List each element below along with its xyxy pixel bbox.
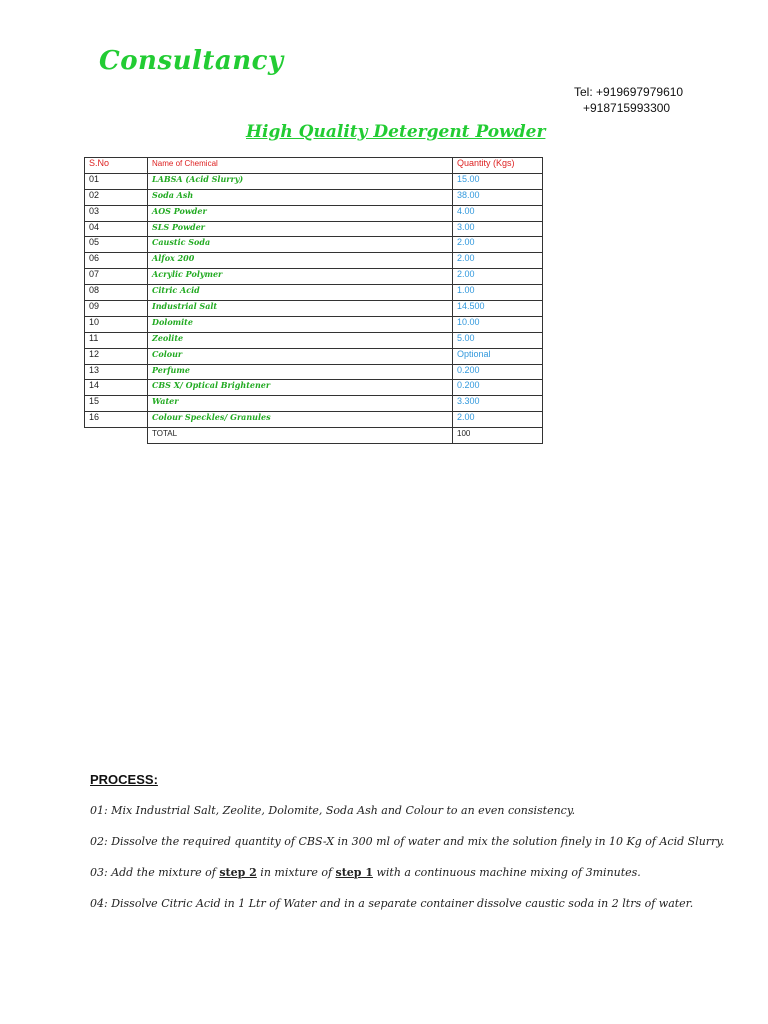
table-row [85, 301, 543, 317]
process-step-2: 02: Dissolve the required quantity of CBS-X in 300 ml of water and mix the solution finely in 10 Kg of Acid Slurry. [90, 835, 725, 848]
row-quantity: 0.200 [453, 380, 543, 396]
process-step-4: 04: Dissolve Citric Acid in 1 Ltr of Water and in a separate container dissolve caustic soda in 2 ltrs of water. [90, 897, 694, 910]
table-row [85, 380, 543, 396]
row-quantity: 0.200 [453, 364, 543, 380]
row-quantity: 2.00 [453, 253, 543, 269]
row-chemical-name: Caustic Soda [148, 237, 453, 253]
table-row [85, 237, 543, 253]
process-step-3 [90, 866, 641, 879]
row-sno: 14 [85, 380, 148, 396]
total-value: 100 [453, 428, 543, 444]
row-quantity: 15.00 [453, 173, 543, 189]
row-chemical-name: LABSA (Acid Slurry) [148, 173, 453, 189]
column-header-sno: S.No [85, 158, 148, 174]
table-total-row [85, 428, 543, 444]
row-quantity: 14.500 [453, 301, 543, 317]
row-quantity: 10.00 [453, 316, 543, 332]
table-row [85, 173, 543, 189]
row-quantity: 5.00 [453, 332, 543, 348]
table-header-row [85, 158, 543, 174]
column-header-quantity: Quantity (Kgs) [453, 158, 543, 174]
row-sno: 16 [85, 412, 148, 428]
table-row [85, 205, 543, 221]
table-row [85, 348, 543, 364]
row-chemical-name: Zeolite [148, 332, 453, 348]
row-sno: 12 [85, 348, 148, 364]
table-row [85, 285, 543, 301]
process-step-1: 01: Mix Industrial Salt, Zeolite, Dolomite, Soda Ash and Colour to an even consistency. [90, 804, 576, 817]
column-header-name: Name of Chemical [148, 158, 453, 174]
row-quantity: 3.00 [453, 221, 543, 237]
step-3-text-a: 03: Add the mixture of [90, 866, 220, 879]
row-sno: 05 [85, 237, 148, 253]
row-sno: 10 [85, 316, 148, 332]
row-chemical-name: Soda Ash [148, 189, 453, 205]
row-chemical-name: Industrial Salt [148, 301, 453, 317]
row-chemical-name: Colour [148, 348, 453, 364]
row-sno: 01 [85, 173, 148, 189]
row-quantity: 2.00 [453, 412, 543, 428]
step-3-text-b: in mixture of [256, 866, 336, 879]
row-chemical-name: Water [148, 396, 453, 412]
row-chemical-name: AOS Powder [148, 205, 453, 221]
row-quantity: 2.00 [453, 237, 543, 253]
row-sno: 13 [85, 364, 148, 380]
table-row [85, 269, 543, 285]
row-chemical-name: Acrylic Polymer [148, 269, 453, 285]
row-sno: 15 [85, 396, 148, 412]
total-label: TOTAL [148, 428, 453, 444]
row-quantity: 2.00 [453, 269, 543, 285]
row-sno: 07 [85, 269, 148, 285]
phone-line-2: +918715993300 [583, 101, 671, 115]
table-row [85, 332, 543, 348]
step-3-text-c: with a continuous machine mixing of 3minutes. [372, 866, 641, 879]
row-quantity: Optional [453, 348, 543, 364]
table-row [85, 253, 543, 269]
chemical-table [84, 157, 543, 444]
step-1-reference: step 1 [335, 866, 373, 879]
row-chemical-name: Alfox 200 [148, 253, 453, 269]
row-chemical-name: Citric Acid [148, 285, 453, 301]
row-sno: 09 [85, 301, 148, 317]
row-sno: 02 [85, 189, 148, 205]
row-chemical-name: Colour Speckles/ Granules [148, 412, 453, 428]
row-sno: 11 [85, 332, 148, 348]
row-chemical-name: SLS Powder [148, 221, 453, 237]
row-quantity: 4.00 [453, 205, 543, 221]
brand-logo-text: Consultancy [99, 46, 284, 76]
row-chemical-name: Dolomite [148, 316, 453, 332]
row-sno: 04 [85, 221, 148, 237]
row-chemical-name: CBS X/ Optical Brightener [148, 380, 453, 396]
row-sno: 03 [85, 205, 148, 221]
process-heading: PROCESS: [90, 772, 158, 787]
table-row [85, 396, 543, 412]
phone-line-1: Tel: +919697979610 [574, 85, 684, 99]
table-row [85, 316, 543, 332]
row-sno: 06 [85, 253, 148, 269]
row-quantity: 3.300 [453, 396, 543, 412]
row-quantity: 1.00 [453, 285, 543, 301]
row-chemical-name: Perfume [148, 364, 453, 380]
row-sno: 08 [85, 285, 148, 301]
contact-phone [574, 84, 683, 116]
table-row [85, 189, 543, 205]
table-row [85, 364, 543, 380]
total-row-spacer [85, 428, 148, 444]
table-row [85, 412, 543, 428]
table-row [85, 221, 543, 237]
document-title: High Quality Detergent Powder [246, 122, 546, 142]
step-2-reference: step 2 [219, 866, 257, 879]
row-quantity: 38.00 [453, 189, 543, 205]
